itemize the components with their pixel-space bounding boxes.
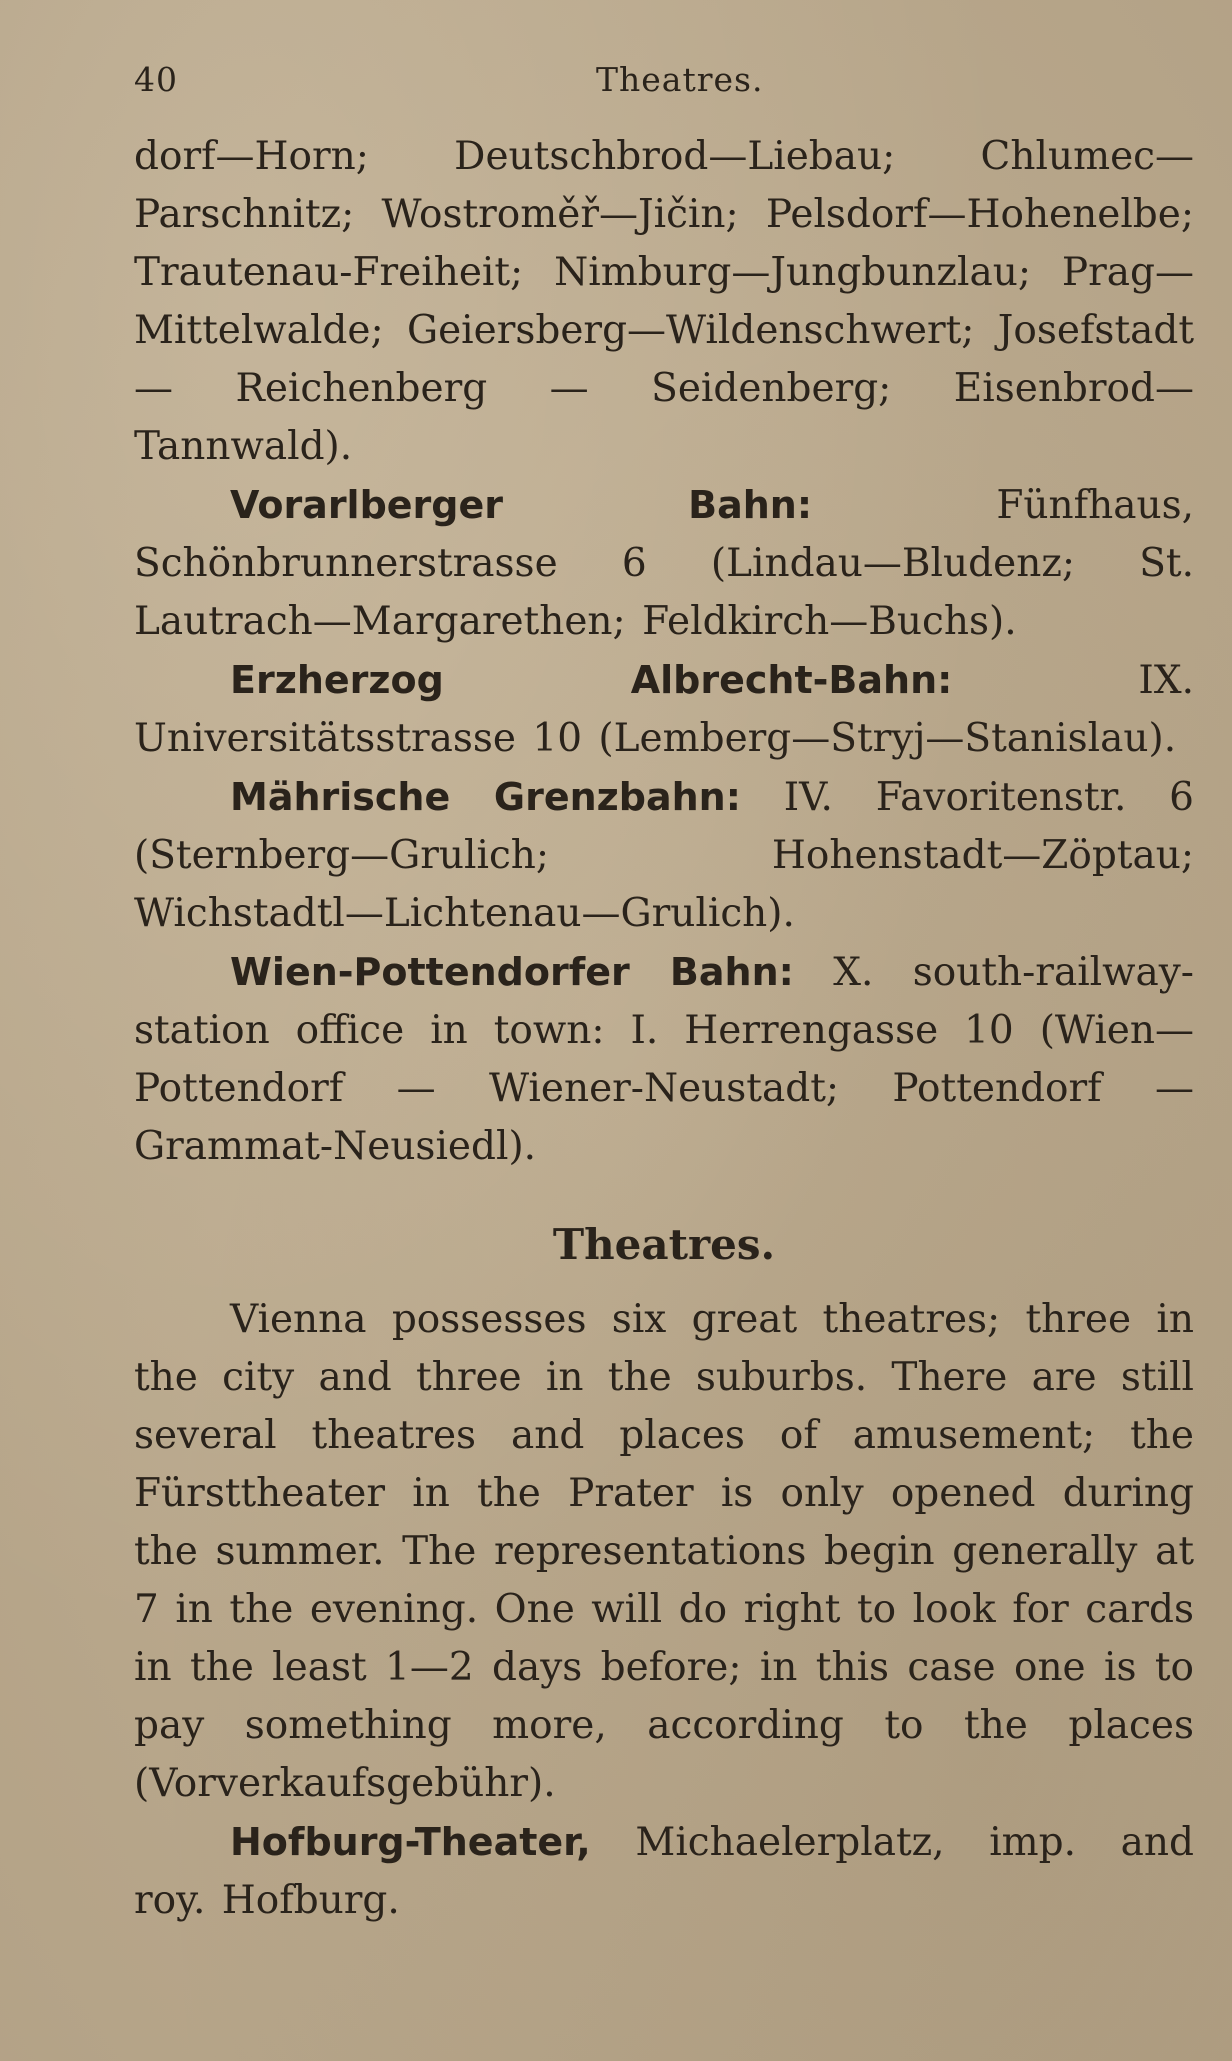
railway-entry-albrecht: [134, 651, 1194, 768]
page-number: 40: [134, 60, 178, 99]
railway-details: Fünfhaus, Schönbrunnerstrasse 6 (Lindau—Bludenz; St. Lautrach—Margarethen; Feldkirch—Buchs).: [134, 483, 1194, 644]
railway-details: X. south-railway-station office in town: I. Herrengasse 10 (Wien—Pottendorf — Wiener-Neustadt; Pottendorf — Grammat-Neusiedl).: [134, 950, 1194, 1169]
theatre-name: Hofburg-Theater,: [230, 1820, 591, 1864]
body-text: [134, 128, 1194, 1930]
railway-list-continuation: dorf—Horn; Deutschbrod—Liebau; Chlumec—Parschnitz; Wostroměř—Jičin; Pelsdorf—Hohenelbe; Trautenau-Freiheit; Nimburg—Jungbunzlau; Prag—Mittelwalde; Geiersberg—Wildenschwert; Josefstadt — Reichenberg — Seidenberg; Eisenbrod—Tannwald).: [134, 134, 1194, 469]
page-header: [134, 60, 1194, 106]
railway-name: Wien-Pottendorfer Bahn:: [230, 950, 794, 994]
railway-entry-pottendorfer: [134, 943, 1194, 1176]
theatre-details: Michaelerplatz, imp. and roy. Hofburg.: [134, 1820, 1194, 1923]
railway-details: IX. Universitätsstrasse 10 (Lemberg—Stryj—Stanislau).: [134, 658, 1195, 761]
running-head: Theatres.: [596, 60, 764, 99]
theatres-intro: Vienna possesses six great theatres; three in the city and three in the suburbs. There are still several theatres and places of amusement; the Fürsttheater in the Prater is only opened during the summer. The representations begin generally at 7 in the evening. One will do right to look for cards in the least 1—2 days before; in this case one is to pay something more, according to the places (Vorverkaufsgebühr).: [134, 1297, 1194, 1806]
railway-entry-grenzbahn: [134, 768, 1194, 943]
railway-name: Vorarlberger Bahn:: [230, 483, 813, 527]
section-title-theatres: Theatres.: [552, 1220, 776, 1269]
railway-name: Mährische Grenzbahn:: [230, 775, 741, 819]
railway-name: Erzherzog Albrecht-Bahn:: [230, 658, 953, 702]
railway-entry-vorarlberger: [134, 476, 1194, 651]
railway-details: IV. Favoritenstr. 6 (Sternberg—Grulich; Hohenstadt—Zöptau; Wichstadtl—Lichtenau—Grulich).: [134, 775, 1194, 936]
theatre-entry-hofburg: [134, 1813, 1194, 1930]
